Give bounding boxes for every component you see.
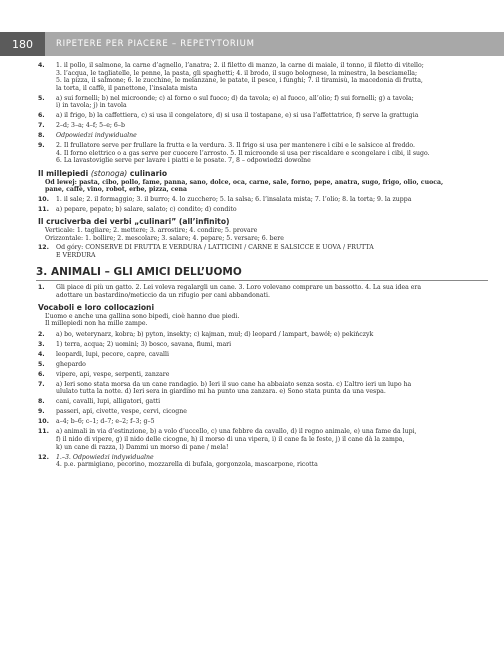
answer-item xyxy=(38,454,488,469)
answer-item xyxy=(38,244,488,259)
answer-number: 11. xyxy=(38,428,49,436)
answer-item xyxy=(38,428,488,451)
running-title: RIPETERE PER PIACERE – REPETYTORIUM xyxy=(45,32,504,56)
answer-item xyxy=(38,408,488,416)
page-number: 180 xyxy=(0,32,45,56)
answer-number: 9. xyxy=(38,142,45,150)
answer-number: 4. xyxy=(38,350,45,358)
answers-part-c xyxy=(38,244,488,259)
answer-line: f) il nido di vipere, g) il nido delle cicogne, h) il morso di una vipera, i) il cane fa le feste, j) il cane dà la zampa, xyxy=(56,436,405,444)
answer-line: 5. la pizza, il salmone; 6. le zucchine, le melanzane, le patate, il pesce, i funghi; 7. il tiramisù, la macedonia di frutta, xyxy=(56,77,423,85)
answer-text xyxy=(56,95,488,110)
answer-text xyxy=(56,62,488,92)
answer-text xyxy=(56,454,488,469)
answer-text xyxy=(56,381,488,396)
answer-text xyxy=(56,418,488,426)
answer-line: adottare un bastardino/meticcio da un rifugio per cani abbandonati. xyxy=(56,291,270,299)
section-heading: 3. ANIMALI – GLI AMICI DELL’UOMO xyxy=(36,269,488,281)
answer-item xyxy=(38,142,488,165)
answer-line: Gli piace di più un gatto. 2. Lei voleva regalargli un cane. 3. Loro volevano comprare un bassotto. 4. La sua idea era xyxy=(56,284,422,291)
answer-line: 4. Il forno elettrico o a gas serve per cuocere l’arrosto. 5. Il microonde si usa per riscaldare e scongelare i cibi, il sugo. xyxy=(56,149,430,157)
answer-number: 9. xyxy=(38,408,45,416)
answer-text xyxy=(56,398,488,406)
answer-item xyxy=(38,381,488,396)
millepiedi-heading: Il millepiedi (stonoga) culinario xyxy=(38,169,168,179)
answer-line: passeri, api, civette, vespe, cervi, cicogne xyxy=(56,408,187,416)
answer-item xyxy=(38,284,488,299)
answer-item xyxy=(38,122,488,130)
page-header xyxy=(0,32,504,56)
answer-text xyxy=(56,428,488,451)
answers-part-d xyxy=(38,284,488,299)
answer-text xyxy=(56,142,488,165)
answer-line: vipere, api, vespe, serpenti, zanzare xyxy=(56,370,170,378)
answer-text xyxy=(56,132,488,140)
answers-part-b xyxy=(38,196,488,214)
answer-text xyxy=(56,331,488,339)
answer-line: ululato tutta la notte. d) Ieri sera in giardino mi ha punto una zanzara. e) Sono stata punta da una vespa. xyxy=(56,388,386,396)
answer-number: 5. xyxy=(38,94,45,102)
answer-line: 6. La lavastoviglie serve per lavare i piatti e le posate. 7, 8 – odpowiedzi dowolne xyxy=(56,157,311,165)
answer-line: leopardi, lupi, pecore, capre, cavalli xyxy=(56,350,169,358)
answer-item xyxy=(38,95,488,110)
answer-line: cani, cavalli, lupi, alligatori, gatti xyxy=(56,398,161,406)
answer-item xyxy=(38,371,488,379)
answer-text xyxy=(56,351,488,359)
answer-line: 1.–3. Odpowiedzi indywidualne xyxy=(56,453,154,461)
answer-line: 1. il pollo, il salmone, la carne d’agnello, l’anatra; 2. il filetto di manzo, la carne di maiale, il tonno, il filetto di vitello; xyxy=(56,62,424,69)
answer-number: 4. xyxy=(38,62,45,69)
answer-number: 12. xyxy=(38,453,49,461)
answer-line: Od góry: CONSERVE DI FRUTTA E VERDURA / LATTICINI / CARNE E SALSICCE E UOVA / FRUTTA xyxy=(56,244,374,252)
answer-line: 1. il sale; 2. il formaggio; 3. il burro; 4. lo zucchero; 5. la salsa; 6. l’insalata mista; 7. l’olio; 8. la torta; 9. la zuppa xyxy=(56,195,412,203)
millepiedi-answer: Od lewej: pasta, cibo, pollo, fame, panna, sano, dolce, oca, carne, sale, forno, pepe, anatra, sugo, frigo, olio, cuoca, pane, caffè, vino, robot, erbe, pizza, cena xyxy=(45,178,444,194)
page-content xyxy=(38,62,488,471)
answer-text xyxy=(56,206,488,214)
answer-text xyxy=(56,341,488,349)
answer-text xyxy=(56,408,488,416)
answer-line: a–4; b–6; c–1; d–7; e–2; f–3; g–5 xyxy=(56,418,155,426)
answer-item xyxy=(38,341,488,349)
vocaboli-heading: Vocaboli e loro collocazioni xyxy=(38,303,155,313)
answer-text xyxy=(56,284,488,299)
answer-line: a) il frigo, b) la caffettiera, c) si usa il congelatore, d) si usa il tostapane, e) si usa l’affettatrice, f) serve la grattugia xyxy=(56,112,419,120)
answer-text xyxy=(56,244,488,259)
answer-item xyxy=(38,132,488,140)
answer-text xyxy=(56,122,488,130)
answer-line: a) bo, weterynarz, kobra; b) pyton, insekty; c) kajman, muł; d) leopard / lampart, bawół; e) pekińczyk xyxy=(56,330,374,338)
answer-number: 7. xyxy=(38,380,45,388)
answer-item xyxy=(38,206,488,214)
answer-number: 1. xyxy=(38,284,45,291)
answer-line: E VERDURA xyxy=(56,251,96,259)
answer-number: 3. xyxy=(38,340,45,348)
answer-item xyxy=(38,331,488,339)
answer-line: 2. Il frullatore serve per frullare la frutta e la verdura. 3. Il frigo si usa per mantenere i cibi e le salsicce al freddo. xyxy=(56,142,415,150)
answer-number: 8. xyxy=(38,132,45,140)
answer-text xyxy=(56,361,488,369)
answer-text xyxy=(56,112,488,120)
answer-number: 11. xyxy=(38,205,49,213)
answer-line: 3. l’acqua, le tagliatelle, le penne, la pasta, gli spaghetti; 4. il brodo, il sugo bolognese, la minestra, la besciamella; xyxy=(56,69,418,77)
answer-number: 7. xyxy=(38,122,45,130)
answer-item xyxy=(38,351,488,359)
answer-line: a) animali in via d’estinzione, b) a volo d’uccello, c) una febbre da cavallo, d) il regno animale, e) una fame da lupi, xyxy=(56,428,417,436)
answer-number: 2. xyxy=(38,330,45,338)
answer-line: 2–d; 3–a; 4–f; 5–e; 6–b xyxy=(56,122,125,130)
answer-line: la torta, il caffè, il panettone, l’insalata mista xyxy=(56,84,198,92)
answer-line: ghepardo xyxy=(56,360,86,368)
answer-text xyxy=(56,196,488,204)
answer-line: a) pepare, pepato; b) salare, salato; c) condito; d) condito xyxy=(56,205,237,213)
cruciverba-heading: Il cruciverba dei verbi „culinari” (all’infinito) xyxy=(38,217,230,227)
answer-number: 6. xyxy=(38,370,45,378)
answer-number: 8. xyxy=(38,398,45,406)
answer-number: 12. xyxy=(38,244,49,252)
answer-line: 4. p.e. parmigiano, pecorino, mozzarella di bufala, gorgonzola, mascarpone, ricotta xyxy=(56,461,318,469)
answers-part-e xyxy=(38,331,488,469)
answer-line: 1) terra, acqua; 2) uomini; 3) bosco, savana, fiumi, mari xyxy=(56,340,232,348)
vocaboli-text: L’uomo e anche una gallina sono bipedi, cioè hanno due piedi. Il millepiedi non ha mille zampe. xyxy=(45,312,240,328)
answer-text xyxy=(56,371,488,379)
answer-number: 6. xyxy=(38,112,45,120)
answer-number: 5. xyxy=(38,360,45,368)
answer-number: 10. xyxy=(38,418,49,426)
answer-line: k) un cane di razza, l) Dammi un morso di pane / mela! xyxy=(56,443,229,451)
cruciverba-answer: Verticale: 1. tagliare; 2. mettere; 3. arrostire; 4. condire; 5. provare Orizzontale: 1. bollire; 2. mescolare; 3. salare; 4. pepare; 5. versare; 6. bere xyxy=(45,227,284,242)
answer-line: Odpowiedzi indywidualne xyxy=(56,132,137,140)
answer-item xyxy=(38,361,488,369)
answer-line: a) sui fornelli; b) nel microonde; c) al forno o sul fuoco; d) da tavola; e) al fuoco, all’olio; f) sui fornelli; g) a tavola; xyxy=(56,94,414,102)
answers-part-a xyxy=(38,62,488,165)
answer-item xyxy=(38,398,488,406)
answer-number: 10. xyxy=(38,195,49,203)
answer-line: i) in tavola; j) in tavola xyxy=(56,102,127,110)
answer-item xyxy=(38,112,488,120)
answer-item xyxy=(38,196,488,204)
answer-line: a) Ieri sono stata morsa da un cane randagio. b) Ieri il suo cane ha abbaiato senza sosta. c) L’altro ieri un lupo ha xyxy=(56,380,412,388)
answer-item xyxy=(38,418,488,426)
answer-item xyxy=(38,62,488,92)
